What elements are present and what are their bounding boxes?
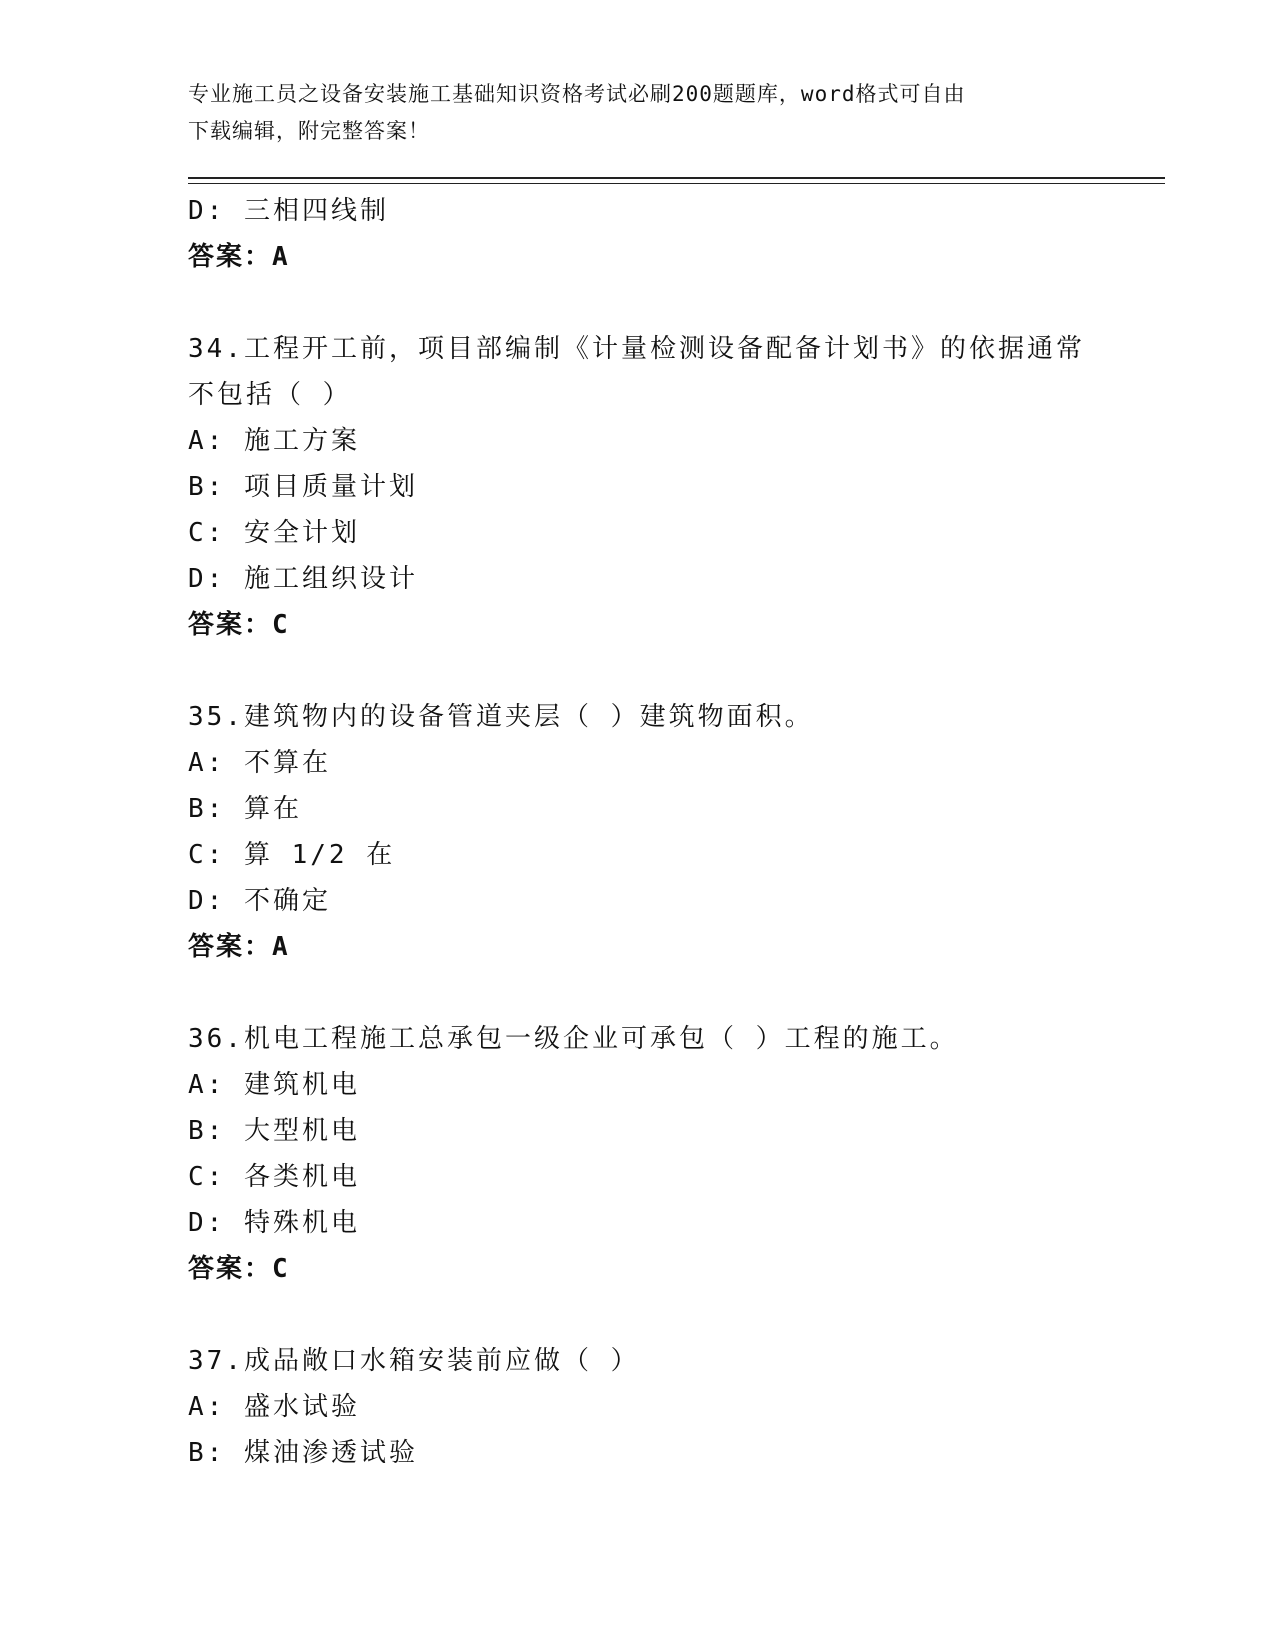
option-a: A: 不算在	[188, 748, 331, 778]
option-b: B: 煤油渗透试验	[188, 1438, 418, 1468]
question-text: 37.成品敞口水箱安装前应做（ ）	[188, 1346, 640, 1376]
header-divider-thick	[188, 177, 1165, 179]
option-c: C: 安全计划	[188, 518, 360, 548]
question-list	[188, 188, 1088, 1476]
answer-line: 答案：A	[188, 932, 290, 962]
header-divider-thin	[188, 183, 1165, 184]
question-37	[188, 1338, 1088, 1476]
option-c: C: 各类机电	[188, 1162, 360, 1192]
option-b: B: 大型机电	[188, 1116, 360, 1146]
question-text: 35.建筑物内的设备管道夹层（ ）建筑物面积。	[188, 702, 814, 732]
header-line-2: 下载编辑，附完整答案！	[188, 119, 430, 143]
question-text: 34.工程开工前，项目部编制《计量检测设备配备计划书》的依据通常	[188, 334, 1085, 364]
spacer	[188, 970, 1088, 1016]
document-header	[188, 76, 1068, 150]
option-c: C: 算 1/2 在	[188, 840, 396, 870]
spacer	[188, 1292, 1088, 1338]
option-a: A: 施工方案	[188, 426, 360, 456]
option-b: B: 项目质量计划	[188, 472, 418, 502]
question-text: 36.机电工程施工总承包一级企业可承包（ ）工程的施工。	[188, 1024, 959, 1054]
option-d: D: 三相四线制	[188, 196, 389, 226]
option-d: D: 不确定	[188, 886, 331, 916]
answer-line: 答案：A	[188, 242, 290, 272]
option-d: D: 特殊机电	[188, 1208, 360, 1238]
spacer	[188, 280, 1088, 326]
option-a: A: 盛水试验	[188, 1392, 360, 1422]
option-b: B: 算在	[188, 794, 302, 824]
question-35	[188, 694, 1088, 970]
option-d: D: 施工组织设计	[188, 564, 418, 594]
question-36	[188, 1016, 1088, 1292]
answer-line: 答案：C	[188, 610, 290, 640]
spacer	[188, 648, 1088, 694]
question-text-continued: 不包括（ ）	[188, 380, 352, 410]
header-line-1: 专业施工员之设备安装施工基础知识资格考试必刷200题题库，word格式可自由	[188, 82, 966, 106]
question-34	[188, 326, 1088, 648]
option-a: A: 建筑机电	[188, 1070, 360, 1100]
answer-line: 答案：C	[188, 1254, 290, 1284]
